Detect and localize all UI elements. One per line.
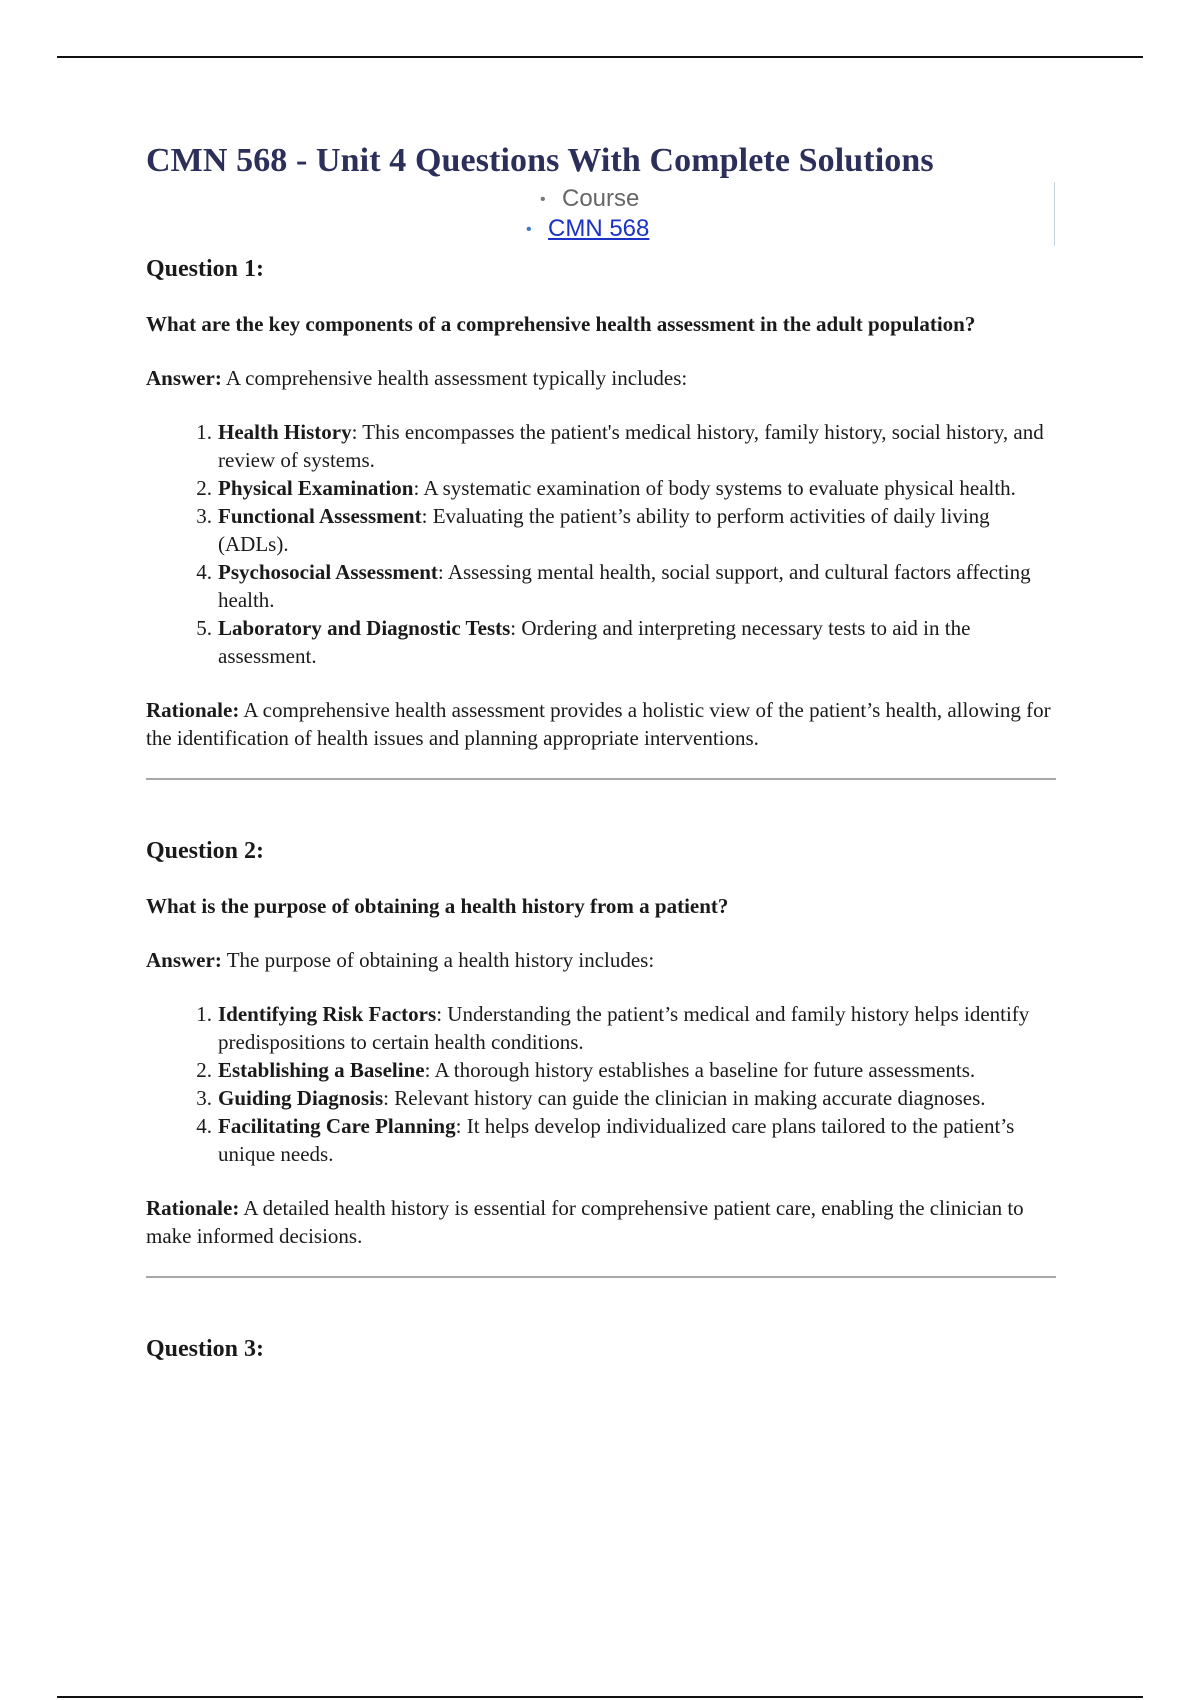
list-term: Facilitating Care Planning — [218, 1114, 456, 1138]
list-term: Functional Assessment — [218, 504, 422, 528]
list-text: : Ordering and interpreting necessary tests to aid in the assessment. — [218, 616, 971, 668]
question-heading: Question 2: — [146, 838, 265, 864]
list-item — [196, 1112, 1056, 1168]
rationale-text: A comprehensive health assessment provides a holistic view of the patient’s health, allowing for the identification of health issues and planning appropriate interventions. — [146, 698, 1051, 750]
course-link-item[interactable] — [526, 214, 649, 245]
list-number: 2. — [196, 1058, 212, 1082]
list-number: 5. — [196, 616, 212, 640]
course-link[interactable]: CMN 568 — [548, 215, 650, 242]
list-number: 3. — [196, 1086, 212, 1110]
list-term: Guiding Diagnosis — [218, 1086, 384, 1110]
list-text: : This encompasses the patient's medical history, family history, social history, and review of systems. — [218, 420, 1044, 472]
list-text: : A thorough history establishes a baseline for future assessments. — [424, 1058, 976, 1082]
list-term: Laboratory and Diagnostic Tests — [218, 616, 511, 640]
course-label: Course — [562, 185, 640, 212]
list-text: : Understanding the patient’s medical and family history helps identify predispositions to certain health conditions. — [218, 1002, 1030, 1054]
list-term: Physical Examination — [218, 476, 414, 500]
question-heading: Question 3: — [146, 1336, 265, 1362]
answer-intro-text: The purpose of obtaining a health history includes: — [221, 948, 655, 972]
answer-label: Answer: — [146, 366, 222, 390]
list-item — [196, 502, 1056, 558]
answer-intro — [146, 364, 1056, 392]
section-divider — [146, 1276, 1056, 1278]
list-item — [196, 1000, 1056, 1056]
answer-list — [146, 418, 1056, 670]
page-title: CMN 568 - Unit 4 Questions With Complete Solutions — [146, 142, 934, 179]
list-term: Establishing a Baseline — [218, 1058, 425, 1082]
list-item — [196, 418, 1056, 474]
list-number: 2. — [196, 476, 212, 500]
question-3 — [146, 1334, 1056, 1364]
question-text: What is the purpose of obtaining a health history from a patient? — [146, 894, 729, 918]
answer-label: Answer: — [146, 948, 222, 972]
list-number: 3. — [196, 504, 212, 528]
list-item — [196, 614, 1056, 670]
course-divider — [1054, 182, 1055, 246]
list-number: 4. — [196, 1114, 212, 1138]
list-text: : Assessing mental health, social support, and cultural factors affecting health. — [218, 560, 1031, 612]
list-number: 1. — [196, 420, 212, 444]
list-term: Identifying Risk Factors — [218, 1002, 437, 1026]
question-2 — [146, 836, 1056, 1278]
list-text: : A systematic examination of body systems to evaluate physical health. — [413, 476, 1016, 500]
course-breadcrumb — [146, 184, 1056, 252]
page-bottom-rule — [57, 1696, 1143, 1698]
list-item — [196, 1084, 1056, 1112]
document-body — [146, 140, 1056, 1364]
bullet-icon: • — [526, 220, 532, 238]
rationale — [146, 1194, 1056, 1250]
list-text: : Evaluating the patient’s ability to perform activities of daily living (ADLs). — [218, 504, 990, 556]
list-number: 4. — [196, 560, 212, 584]
rationale-label: Rationale: — [146, 698, 240, 722]
list-text: : It helps develop individualized care plans tailored to the patient’s unique needs. — [218, 1114, 1015, 1166]
list-text: : Relevant history can guide the clinician in making accurate diagnoses. — [383, 1086, 986, 1110]
answer-intro-text: A comprehensive health assessment typically includes: — [221, 366, 688, 390]
list-item — [196, 474, 1056, 502]
list-item — [196, 1056, 1056, 1084]
list-term: Psychosocial Assessment — [218, 560, 438, 584]
question-heading: Question 1: — [146, 256, 265, 282]
course-label-item — [540, 184, 639, 215]
rationale-text: A detailed health history is essential for comprehensive patient care, enabling the clinician to make informed decisions. — [146, 1196, 1024, 1248]
answer-intro — [146, 946, 1056, 974]
question-text: What are the key components of a comprehensive health assessment in the adult population? — [146, 312, 976, 336]
answer-list — [146, 1000, 1056, 1168]
section-divider — [146, 778, 1056, 780]
question-1 — [146, 254, 1056, 780]
rationale-label: Rationale: — [146, 1196, 240, 1220]
rationale — [146, 696, 1056, 752]
list-term: Health History — [218, 420, 352, 444]
list-item — [196, 558, 1056, 614]
page-top-rule — [57, 56, 1143, 58]
bullet-icon: • — [540, 190, 546, 208]
list-number: 1. — [196, 1002, 212, 1026]
